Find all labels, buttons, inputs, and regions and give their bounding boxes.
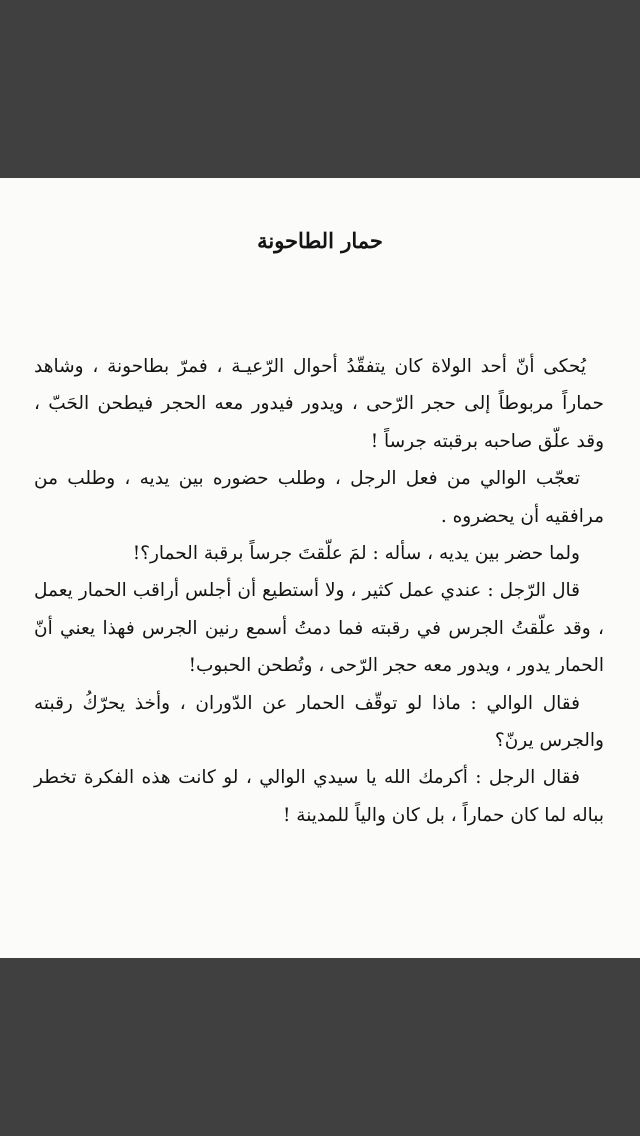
document-page [0,178,640,958]
paragraph: ولما حضر بين يديه ، سأله : لمَ علّقتَ جرساً برقبة الحمار؟! [132,543,580,565]
document-body [34,348,604,834]
paragraph: فقال الرجل : أكرمك الله يا سيدي الوالي ، لو كانت هذه الفكرة تخطر بباله لما كان حماراً ، بل كان والياً للمدينة ! [34,767,604,826]
paragraph: تعجّب الوالي من فعل الرجل ، وطلب حضوره بين يديه ، وطلب من مرافقيه أن يحضروه . [34,468,604,527]
document-title: حمار الطاحونة [257,228,383,253]
paragraph: قال الرّجل : عندي عمل كثير ، ولا أستطيع أن أجلس أراقب الحمار يعمل ، وقد علّقتُ الجرس في رقبته فما دمتُ أسمع رنين الجرس فهذا يعني أنّ الحمار يدور ، ويدور معه حجر الرّحى ، وتُطحن الحبوب! [34,580,604,677]
paragraph: يُحكى أنّ أحد الولاة كان يتفقّدُ أحوال الرّعيـة ، فمرّ بطاحونة ، وشاهد حماراً مربوطاً إلى حجر الرّحى ، ويدور فيدور معه الحجر فيطحن الحَبّ ، وقد علّق صاحبه برقبته جرساً ! [34,356,604,452]
paragraph: فقال الوالي : ماذا لو توقّف الحمار عن الدّوران ، وأخذ يحرّكُ رقبته والجرس يرنّ؟ [34,692,604,752]
